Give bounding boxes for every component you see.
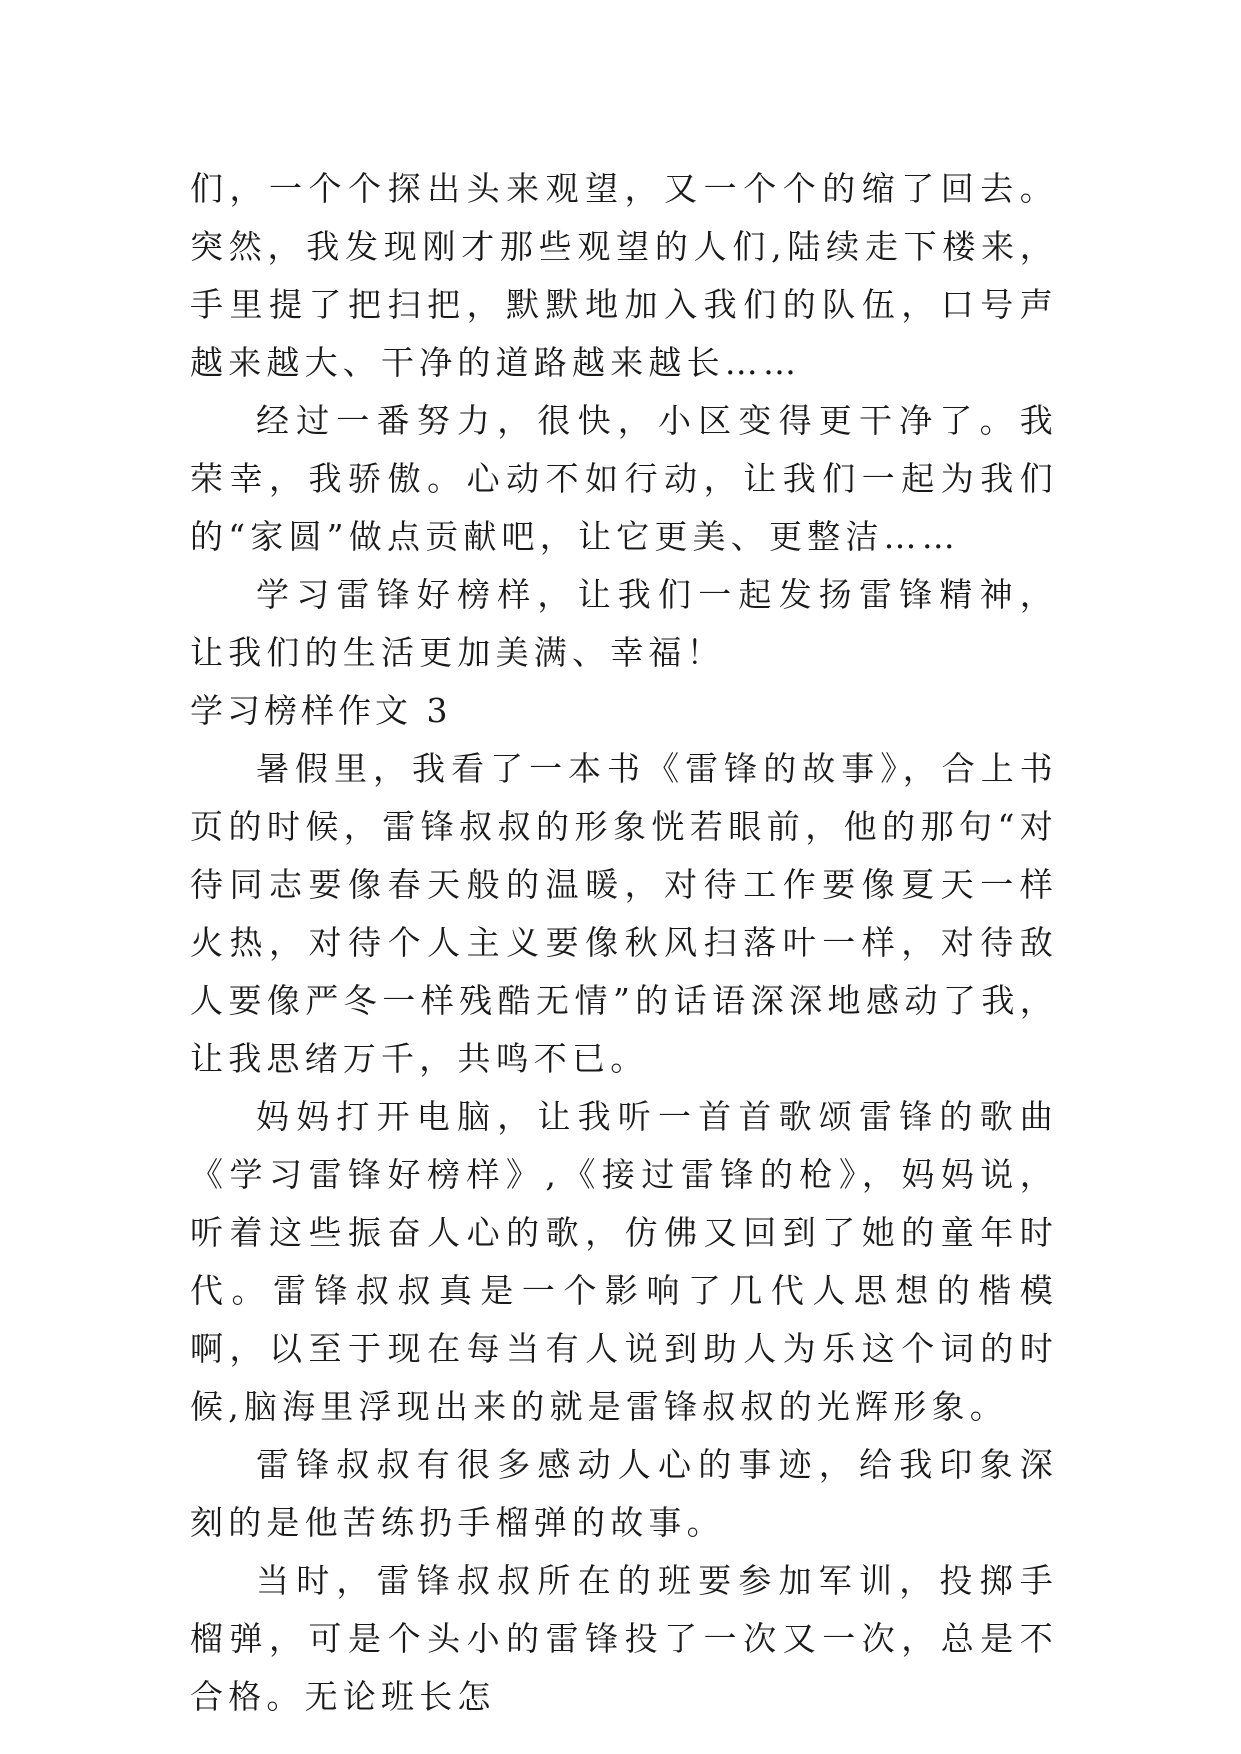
paragraph: 暑假里，我看了一本书《雷锋的故事》，合上书页的时候，雷锋叔叔的形象恍若眼前，他的那句“对待同志要像春天般的温暖，对待工作要像夏天一样火热，对待个人主义要像秋风扫落叶一样，对待敌人要像严冬一样残酷无情”的话语深深地感动了我，让我思绪万千，共鸣不已。 [190, 749, 1058, 1078]
document-body [190, 160, 1058, 1726]
section-heading: 学习榜样作文 3 [190, 691, 452, 730]
paragraph: 雷锋叔叔有很多感动人心的事迹，给我印象深刻的是他苦练扔手榴弹的故事。 [190, 1445, 1058, 1542]
paragraph: 当时，雷锋叔叔所在的班要参加军训，投掷手榴弹，可是个头小的雷锋投了一次又一次，总是不合格。无论班长怎 [190, 1561, 1058, 1716]
paragraph: 学习雷锋好榜样，让我们一起发扬雷锋精神，让我们的生活更加美满、幸福！ [190, 575, 1058, 672]
paragraph: 妈妈打开电脑，让我听一首首歌颂雷锋的歌曲《学习雷锋好榜样》,《接过雷锋的枪》，妈妈说，听着这些振奋人心的歌，仿佛又回到了她的童年时代。雷锋叔叔真是一个影响了几代人思想的楷模啊，以至于现在每当有人说到助人为乐这个词的时候,脑海里浮现出来的就是雷锋叔叔的光辉形象。 [190, 1097, 1058, 1426]
paragraph-continuation: 们，一个个探出头来观望，又一个个的缩了回去。突然，我发现刚才那些观望的人们,陆续走下楼来，手里提了把扫把，默默地加入我们的队伍，口号声越来越大、干净的道路越来越长…… [190, 169, 1058, 382]
paragraph: 经过一番努力，很快，小区变得更干净了。我荣幸，我骄傲。心动不如行动，让我们一起为我们的“家圆”做点贡献吧，让它更美、更整洁…… [190, 401, 1058, 556]
